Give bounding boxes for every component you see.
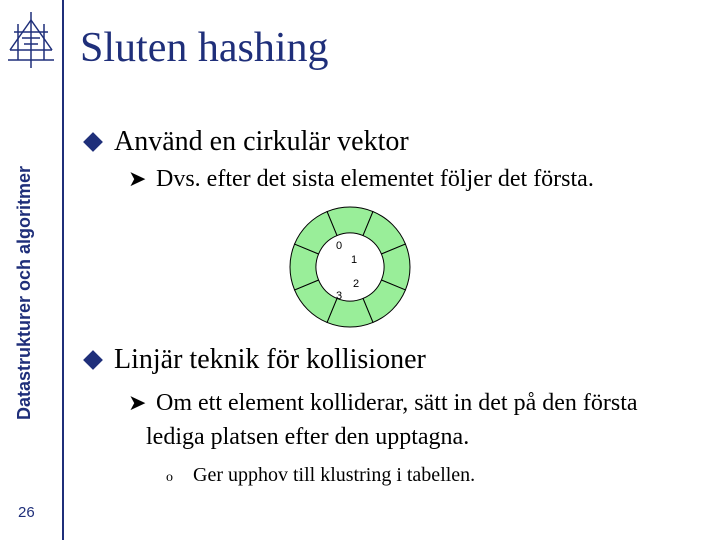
bullet-1-sub-1-text: Dvs. efter det sista elementet följer det första. — [156, 166, 594, 192]
university-logo-icon — [4, 10, 58, 72]
bullet-1-text: Använd en cirkulär vektor — [114, 126, 409, 157]
circle-bullet-icon: o — [166, 470, 173, 485]
page-number: 26 — [18, 504, 35, 521]
bullet-2-sub-1-line-2: lediga platsen efter den upptagna. — [146, 424, 470, 450]
bullet-2-sub-1-sub-1-text: Ger upphov till klustring i tabellen. — [193, 464, 476, 486]
ring-label-2: 2 — [353, 278, 360, 290]
bullet-2-sub-1-cont — [146, 424, 469, 451]
circular-array-diagram — [250, 204, 450, 334]
bullet-1-sub-1 — [128, 166, 594, 193]
ring-label-3: 3 — [336, 290, 343, 302]
sidebar — [0, 0, 64, 540]
course-title: Datastrukturer och algoritmer — [14, 165, 34, 420]
bullet-2-sub-1 — [128, 390, 638, 417]
diamond-bullet-icon — [83, 350, 103, 370]
arrow-bullet-icon: ➤ — [128, 390, 147, 415]
ring-label-1: 1 — [351, 254, 358, 266]
bullet-2-sub-1-sub-1 — [166, 464, 475, 487]
arrow-bullet-icon: ➤ — [128, 166, 147, 191]
slide-title: Sluten hashing — [80, 25, 329, 71]
bullet-2-text: Linjär teknik för kollisioner — [114, 344, 426, 375]
ring-label-0: 0 — [336, 240, 343, 252]
bullet-2 — [82, 344, 426, 376]
bullet-2-sub-1-line-1: Om ett element kolliderar, sätt in det på den första — [156, 390, 638, 416]
diamond-bullet-icon — [83, 132, 103, 152]
bullet-1 — [82, 126, 409, 158]
